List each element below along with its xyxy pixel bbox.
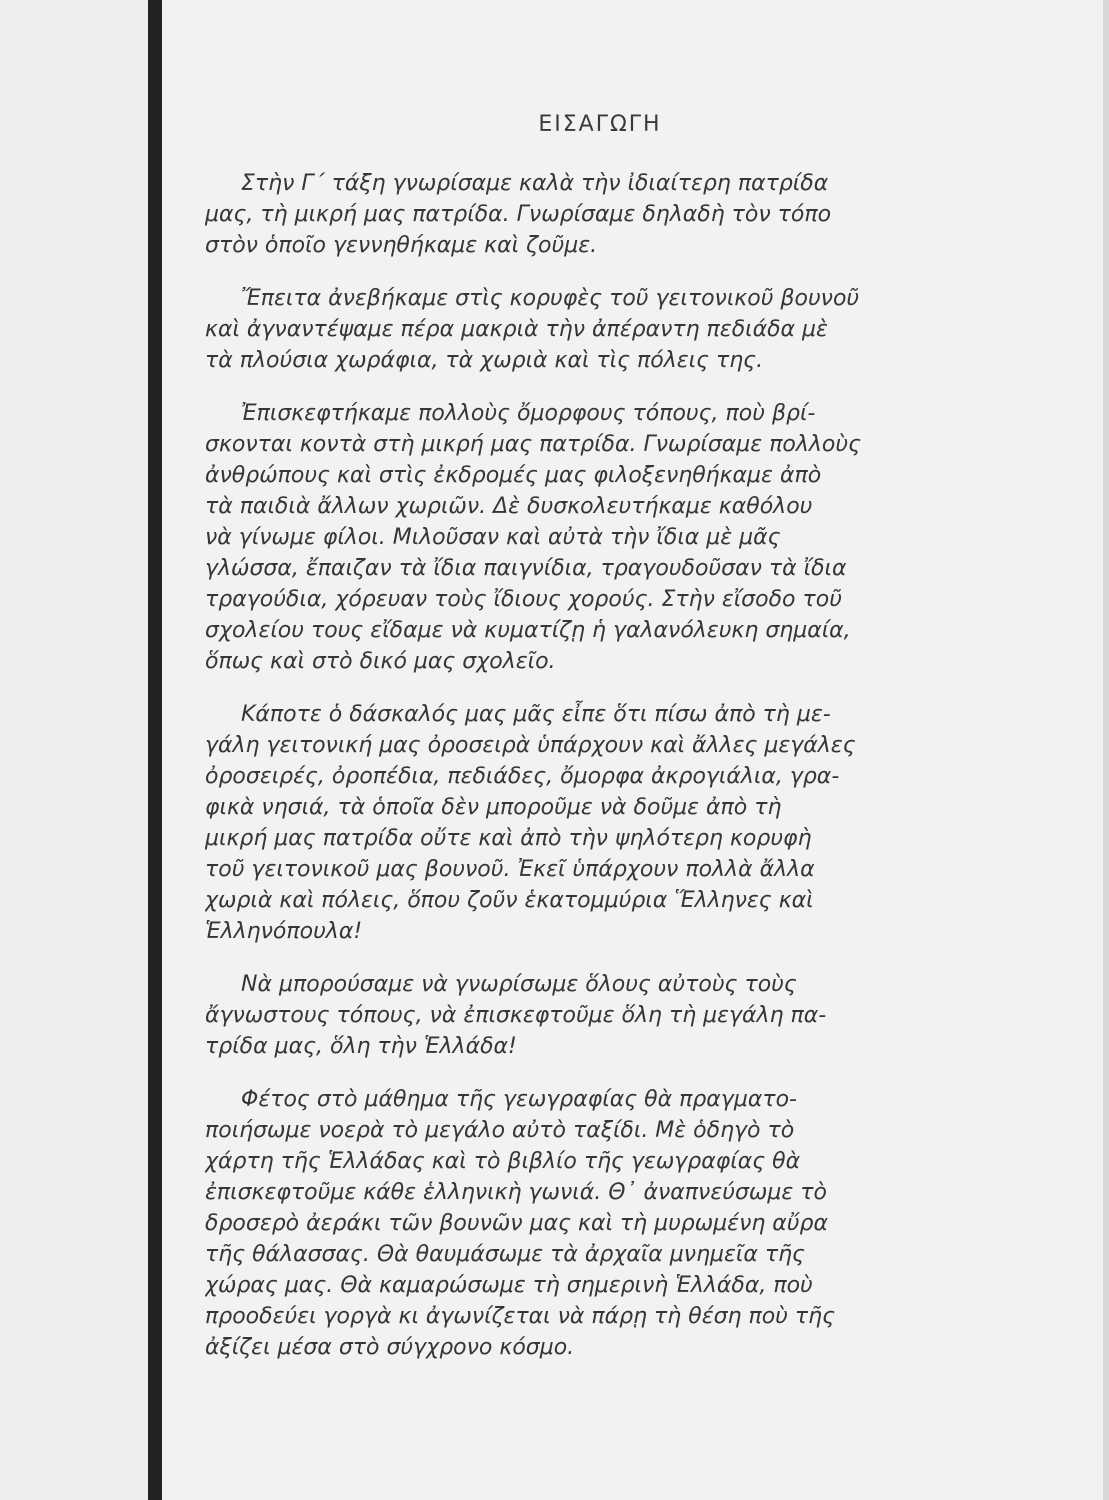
text-line: Ἔπειτα ἀνεβήκαμε στὶς κορυφὲς τοῦ γειτονικοῦ βουνοῦ (241, 286, 860, 311)
text-line: ἄγνωστους τόπους, νὰ ἐπισκεφτοῦμε ὅλη τὴ μεγάλη πα- (205, 1003, 827, 1028)
text-line: ἐπισκεφτοῦμε κάθε ἑλληνικὴ γωνιά. Θ᾽ ἀναπνεύσωμε τὸ (205, 1180, 827, 1205)
text-line: Ἑλληνόπουλα! (205, 919, 363, 944)
text-line: ὀροσειρές, ὀροπέδια, πεδιάδες, ὄμορφα ἀκρογιάλια, γρα- (205, 764, 840, 789)
paragraph-1 (205, 168, 975, 261)
body-text (205, 168, 975, 1385)
text-line: γλώσσα, ἔπαιζαν τὰ ἴδια παιγνίδια, τραγουδοῦσαν τὰ ἴδια (205, 556, 847, 581)
page-title: ΕΙΣΑΓΩΓΗ (538, 112, 662, 137)
text-line: γάλη γειτονική μας ὀροσειρὰ ὑπάρχουν καὶ ἄλλες μεγάλες (205, 733, 856, 758)
text-line: μικρή μας πατρίδα οὔτε καὶ ἀπὸ τὴν ψηλότερη κορυφὴ (205, 826, 812, 851)
text-line: δροσερὸ ἀεράκι τῶν βουνῶν μας καὶ τὴ μυρωμένη αὔρα (205, 1211, 828, 1236)
text-line: τῆς θάλασσας. Θὰ θαυμάσωμε τὰ ἀρχαῖα μνημεῖα τῆς (205, 1242, 805, 1267)
paragraph-5 (205, 969, 975, 1062)
text-line: νὰ γίνωμε φίλοι. Μιλοῦσαν καὶ αὐτὰ τὴν ἴδια μὲ μᾶς (205, 525, 781, 550)
text-line: τὰ πλούσια χωράφια, τὰ χωριὰ καὶ τὶς πόλεις της. (205, 348, 764, 373)
text-line: ἀνθρώπους καὶ στὶς ἐκδρομές μας φιλοξενηθήκαμε ἀπὸ (205, 463, 822, 488)
paragraph-4 (205, 699, 975, 947)
text-line: σκονται κοντὰ στὴ μικρή μας πατρίδα. Γνωρίσαμε πολλοὺς (205, 432, 862, 457)
text-line: προοδεύει γοργὰ κι ἀγωνίζεται νὰ πάρῃ τὴ θέση ποὺ τῆς (205, 1304, 835, 1329)
text-line: καὶ ἀγναντέψαμε πέρα μακριὰ τὴν ἀπέραντη πεδιάδα μὲ (205, 317, 828, 342)
text-line: Ἐπισκεφτήκαμε πολλοὺς ὄμορφους τόπους, ποὺ βρί- (241, 401, 816, 426)
text-line: τρίδα μας, ὅλη τὴν Ἑλλάδα! (205, 1034, 517, 1059)
left-page-margin (0, 0, 148, 1500)
right-page-edge (1103, 0, 1109, 1500)
text-line: στὸν ὁποῖο γεννηθήκαμε καὶ ζοῦμε. (205, 233, 598, 258)
text-line: χάρτη τῆς Ἑλλάδας καὶ τὸ βιβλίο τῆς γεωγραφίας θὰ (205, 1149, 801, 1174)
text-line: τοῦ γειτονικοῦ μας βουνοῦ. Ἐκεῖ ὑπάρχουν πολλὰ ἄλλα (205, 857, 815, 882)
paragraph-6 (205, 1084, 975, 1363)
text-line: Φέτος στὸ μάθημα τῆς γεωγραφίας θὰ πραγματο- (241, 1087, 797, 1112)
text-line: τραγούδια, χόρευαν τοὺς ἴδιους χορούς. Στὴν εἴσοδο τοῦ (205, 587, 842, 612)
text-line: τὰ παιδιὰ ἄλλων χωριῶν. Δὲ δυσκολευτήκαμε καθόλου (205, 494, 813, 519)
text-line: ὅπως καὶ στὸ δικό μας σχολεῖο. (205, 649, 556, 674)
book-binding-edge (148, 0, 162, 1500)
text-line: μας, τὴ μικρή μας πατρίδα. Γνωρίσαμε δηλαδὴ τὸν τόπο (205, 202, 832, 227)
text-line: σχολείου τους εἴδαμε νὰ κυματίζῃ ἡ γαλανόλευκη σημαία, (205, 618, 851, 643)
paragraph-3 (205, 398, 975, 677)
text-line: ποιήσωμε νοερὰ τὸ μεγάλο αὐτὸ ταξίδι. Μὲ ὁδηγὸ τὸ (205, 1118, 795, 1143)
text-line: ἀξίζει μέσα στὸ σύγχρονο κόσμο. (205, 1335, 575, 1360)
text-line: φικὰ νησιά, τὰ ὁποῖα δὲν μποροῦμε νὰ δοῦμε ἀπὸ τὴ (205, 795, 782, 820)
text-line: χωριὰ καὶ πόλεις, ὅπου ζοῦν ἑκατομμύρια Ἕλληνες καὶ (205, 888, 814, 913)
text-line: Νὰ μπορούσαμε νὰ γνωρίσωμε ὅλους αὐτοὺς τοὺς (241, 972, 797, 997)
text-line: χώρας μας. Θὰ καμαρώσωμε τὴ σημερινὴ Ἑλλάδα, ποὺ (205, 1273, 813, 1298)
text-line: Κάποτε ὁ δάσκαλός μας μᾶς εἶπε ὅτι πίσω ἀπὸ τὴ με- (241, 702, 831, 727)
text-line: Στὴν Γ΄ τάξη γνωρίσαμε καλὰ τὴν ἰδιαίτερη πατρίδα (241, 171, 829, 196)
paragraph-2 (205, 283, 975, 376)
